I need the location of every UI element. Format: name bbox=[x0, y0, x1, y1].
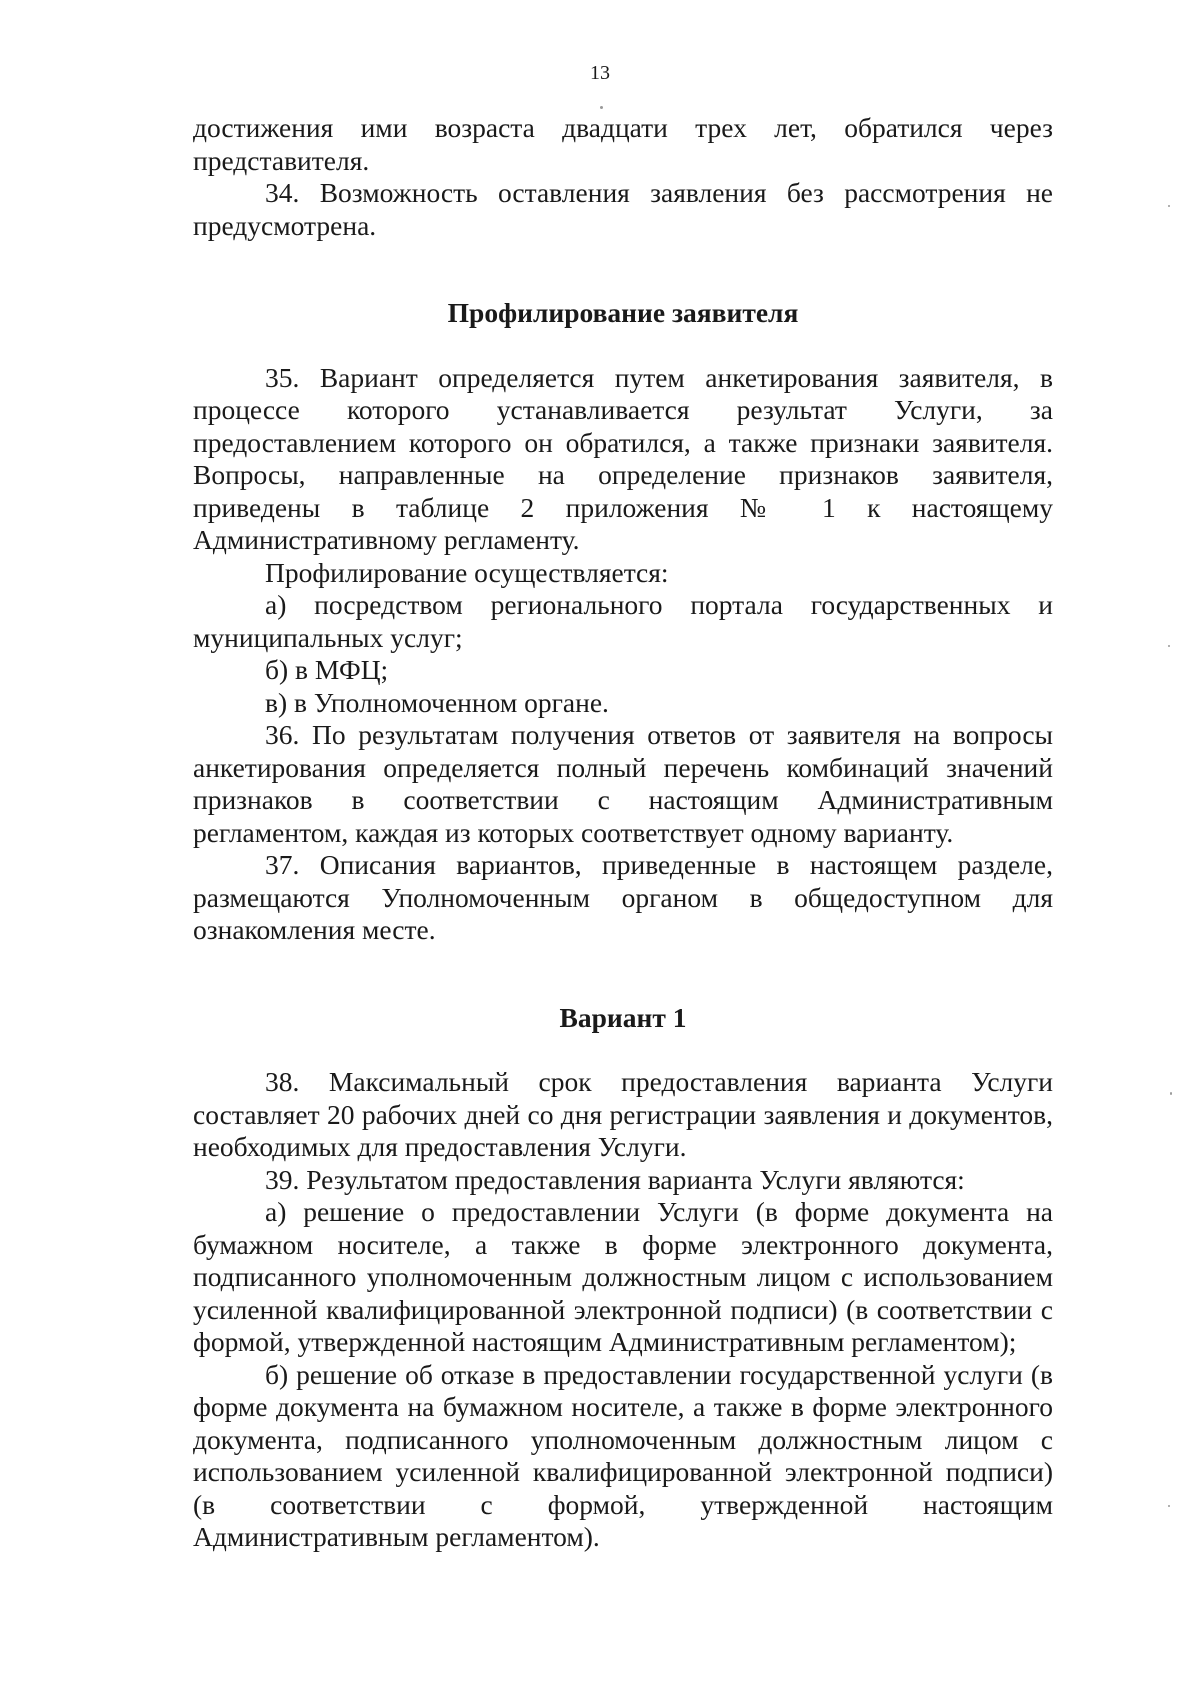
list-item-b: б) в МФЦ; bbox=[265, 654, 389, 685]
paragraph-profiling-methods: Профилирование осуществляется: bbox=[265, 556, 669, 588]
paragraph-36: 36. По результатам получения ответов от заявителя на вопросы анкетирования определяется полный перечень комбинаций значений признаков в соответствии с настоящим Административным регламентом, каждая из которых соответствует одному варианту. bbox=[193, 719, 1053, 848]
result-item-a: а) решение о предоставлении Услуги (в форме документа на бумажном носителе, а также в форме электронного документа, подписанного уполномоченным должностным лицом с использованием усиленной квалифицированной электронной подписи) (в соответствии с формой, утвержденной настоящим Административным регламентом); bbox=[193, 1196, 1053, 1357]
scan-speck bbox=[600, 106, 603, 109]
section-heading-profiling: Профилирование заявителя bbox=[447, 297, 799, 328]
paragraph-continuation: достижения ими возраста двадцати трех лет, обратился через представителя. bbox=[193, 112, 1053, 176]
list-item-c: в) в Уполномоченном органе. bbox=[265, 686, 609, 718]
paragraph-34: 34. Возможность оставления заявления без рассмотрения не предусмотрена. bbox=[193, 177, 1053, 241]
scan-speck bbox=[1168, 205, 1170, 207]
document-body bbox=[193, 112, 1053, 1554]
result-item-b: б) решение об отказе в предоставлении государственной услуги (в форме документа на бумажном носителе, а также в форме электронного документа, подписанного уполномоченным должностным лицом с использованием усиленной квалифицированной электронной подписи) (в соответствии с формой, утвержденной настоящим Административным регламентом). bbox=[193, 1358, 1053, 1552]
scan-speck bbox=[1168, 1505, 1170, 1507]
section-heading-variant-1: Вариант 1 bbox=[559, 1001, 687, 1033]
paragraph-38: 38. Максимальный срок предоставления варианта Услуги составляет 20 рабочих дней со дня регистрации заявления и документов, необходимых для предоставления Услуги. bbox=[193, 1066, 1053, 1162]
scan-speck bbox=[1170, 1092, 1172, 1095]
paragraph-37: 37. Описания вариантов, приведенные в настоящем разделе, размещаются Уполномоченным органом в общедоступном для ознакомления месте. bbox=[193, 849, 1053, 945]
paragraph-35: 35. Вариант определяется путем анкетирования заявителя, в процессе которого устанавливается результат Услуги, за предоставлением которого он обратился, а также признаки заявителя. Вопросы, направленные на определение признаков заявителя, приведены в таблице 2 приложения № 1 к настоящему Административному регламенту. bbox=[193, 361, 1053, 555]
scan-speck bbox=[1168, 645, 1170, 647]
paragraph-39: 39. Результатом предоставления варианта Услуги являются: bbox=[265, 1163, 965, 1195]
list-item-a: а) посредством регионального портала государственных и муниципальных услуг; bbox=[193, 589, 1053, 653]
page-number: 13 bbox=[590, 62, 610, 84]
